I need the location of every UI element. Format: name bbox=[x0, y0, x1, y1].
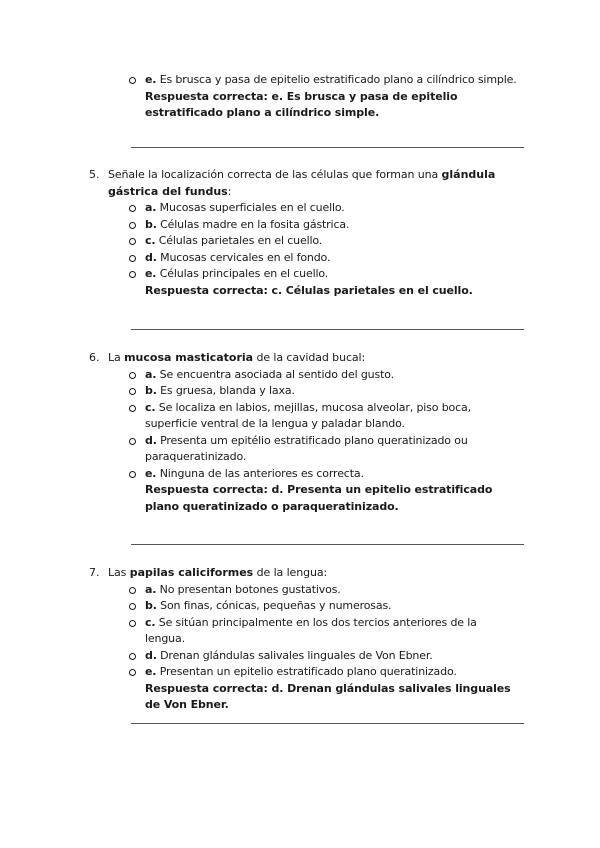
prompt-keyword: mucosa masticatoria bbox=[124, 351, 254, 364]
circle-bullet-icon bbox=[129, 438, 136, 445]
option-text: Mucosas cervicales en el fondo. bbox=[156, 250, 331, 264]
question-6 bbox=[0, 350, 600, 515]
prompt-text-end: de la cavidad bucal: bbox=[253, 351, 366, 364]
option-letter: e. bbox=[145, 466, 157, 480]
circle-bullet-icon bbox=[129, 372, 136, 379]
circle-bullet-icon bbox=[129, 405, 136, 412]
prompt-text: La bbox=[108, 351, 125, 364]
option-list bbox=[0, 582, 600, 681]
prompt-keyword: glándula gástrica del fundus bbox=[108, 168, 496, 198]
question-number: 6. bbox=[89, 351, 100, 364]
prev-question-tail bbox=[0, 72, 600, 122]
option-text: Mucosas superficiales en el cuello. bbox=[156, 201, 345, 214]
option-item bbox=[0, 367, 600, 384]
option-item bbox=[0, 582, 600, 599]
option-item bbox=[0, 200, 600, 217]
circle-bullet-icon bbox=[129, 603, 136, 610]
option-list bbox=[0, 367, 600, 483]
circle-bullet-icon bbox=[129, 271, 136, 278]
option-letter: a. bbox=[145, 582, 157, 596]
option-letter: c. bbox=[145, 615, 156, 629]
option-text: Es brusca y pasa de epitelio estratificado plano a cilíndrico simple. bbox=[156, 73, 517, 86]
prompt-text: Las bbox=[108, 566, 130, 579]
circle-bullet-icon bbox=[129, 653, 136, 660]
option-letter: d. bbox=[145, 250, 157, 264]
question-prompt bbox=[0, 167, 600, 200]
option-letter: d. bbox=[145, 648, 157, 662]
prompt-text-end: : bbox=[227, 184, 232, 198]
divider bbox=[131, 147, 524, 148]
option-letter: d. bbox=[145, 433, 157, 447]
option-text: Drenan glándulas salivales linguales de Von Ebner. bbox=[156, 648, 433, 662]
correct-answer: Respuesta correcta: e. Es brusca y pasa de epitelio estratificado plano a cilíndrico simple. bbox=[145, 89, 458, 119]
prompt-text: Señale la localización correcta de las células que forman una bbox=[108, 168, 442, 181]
option-item bbox=[0, 383, 600, 400]
correct-answer: Respuesta correcta: d. Drenan glándulas salivales linguales de Von Ebner. bbox=[145, 681, 511, 711]
circle-bullet-icon bbox=[129, 238, 136, 245]
circle-bullet-icon bbox=[129, 669, 136, 676]
divider bbox=[131, 329, 524, 330]
option-item bbox=[0, 72, 600, 89]
option-letter: c. bbox=[145, 234, 156, 247]
correct-answer: Respuesta correcta: c. Células parietales en el cuello. bbox=[145, 283, 473, 297]
circle-bullet-icon bbox=[129, 77, 136, 84]
option-letter: b. bbox=[145, 599, 157, 612]
prompt-keyword: papilas caliciformes bbox=[129, 566, 254, 579]
divider bbox=[131, 544, 524, 545]
option-letter: a. bbox=[145, 201, 157, 214]
option-text: Se encuentra asociada al sentido del gusto. bbox=[156, 367, 394, 381]
option-text: Se sitúan principalmente en los dos tercios anteriores de la lengua. bbox=[145, 615, 477, 645]
option-letter: e. bbox=[145, 267, 157, 280]
option-text: Son finas, cónicas, pequeñas y numerosas. bbox=[156, 599, 392, 612]
circle-bullet-icon bbox=[129, 620, 136, 627]
option-text: Presentan un epitelio estratificado plano queratinizado. bbox=[156, 665, 457, 678]
question-prompt bbox=[0, 565, 600, 582]
option-letter: e. bbox=[145, 73, 157, 86]
question-number: 5. bbox=[89, 168, 100, 181]
option-item bbox=[0, 615, 600, 648]
option-text: Es gruesa, blanda y laxa. bbox=[156, 384, 295, 397]
option-letter: c. bbox=[145, 400, 156, 414]
option-item bbox=[0, 233, 600, 250]
option-text: Células principales en el cuello. bbox=[156, 267, 329, 280]
circle-bullet-icon bbox=[129, 388, 136, 395]
option-item bbox=[0, 648, 600, 665]
option-text: Presenta um epitélio estratificado plano queratinizado ou paraqueratinizado. bbox=[145, 433, 468, 463]
divider bbox=[131, 723, 524, 724]
option-item bbox=[0, 217, 600, 234]
option-item bbox=[0, 266, 600, 283]
circle-bullet-icon bbox=[129, 255, 136, 262]
option-item bbox=[0, 250, 600, 267]
option-text: Células parietales en el cuello. bbox=[155, 234, 323, 247]
option-letter: e. bbox=[145, 665, 157, 678]
option-text: Células madre en la fosita gástrica. bbox=[156, 217, 350, 231]
option-letter: a. bbox=[145, 367, 157, 381]
option-text: Se localiza en labios, mejillas, mucosa alveolar, piso boca, superficie ventral de la lengua y paladar blando. bbox=[145, 400, 471, 430]
question-prompt bbox=[0, 350, 600, 367]
prompt-text-end: de la lengua: bbox=[253, 566, 328, 579]
correct-answer: Respuesta correcta: d. Presenta un epitelio estratificado plano queratinizado o paraqueratinizado. bbox=[145, 483, 493, 513]
option-item bbox=[0, 598, 600, 615]
option-text: No presentan botones gustativos. bbox=[156, 582, 341, 596]
option-letter: b. bbox=[145, 217, 157, 231]
circle-bullet-icon bbox=[129, 222, 136, 229]
option-letter: b. bbox=[145, 384, 157, 397]
option-item bbox=[0, 466, 600, 483]
circle-bullet-icon bbox=[129, 587, 136, 594]
question-7 bbox=[0, 565, 600, 714]
option-list bbox=[0, 72, 600, 89]
question-number: 7. bbox=[89, 566, 100, 579]
option-text: Ninguna de las anteriores es correcta. bbox=[156, 466, 364, 480]
option-item bbox=[0, 433, 600, 466]
question-5 bbox=[0, 167, 600, 299]
circle-bullet-icon bbox=[129, 471, 136, 478]
option-item bbox=[0, 664, 600, 681]
option-list bbox=[0, 200, 600, 283]
option-item bbox=[0, 400, 600, 433]
circle-bullet-icon bbox=[129, 205, 136, 212]
